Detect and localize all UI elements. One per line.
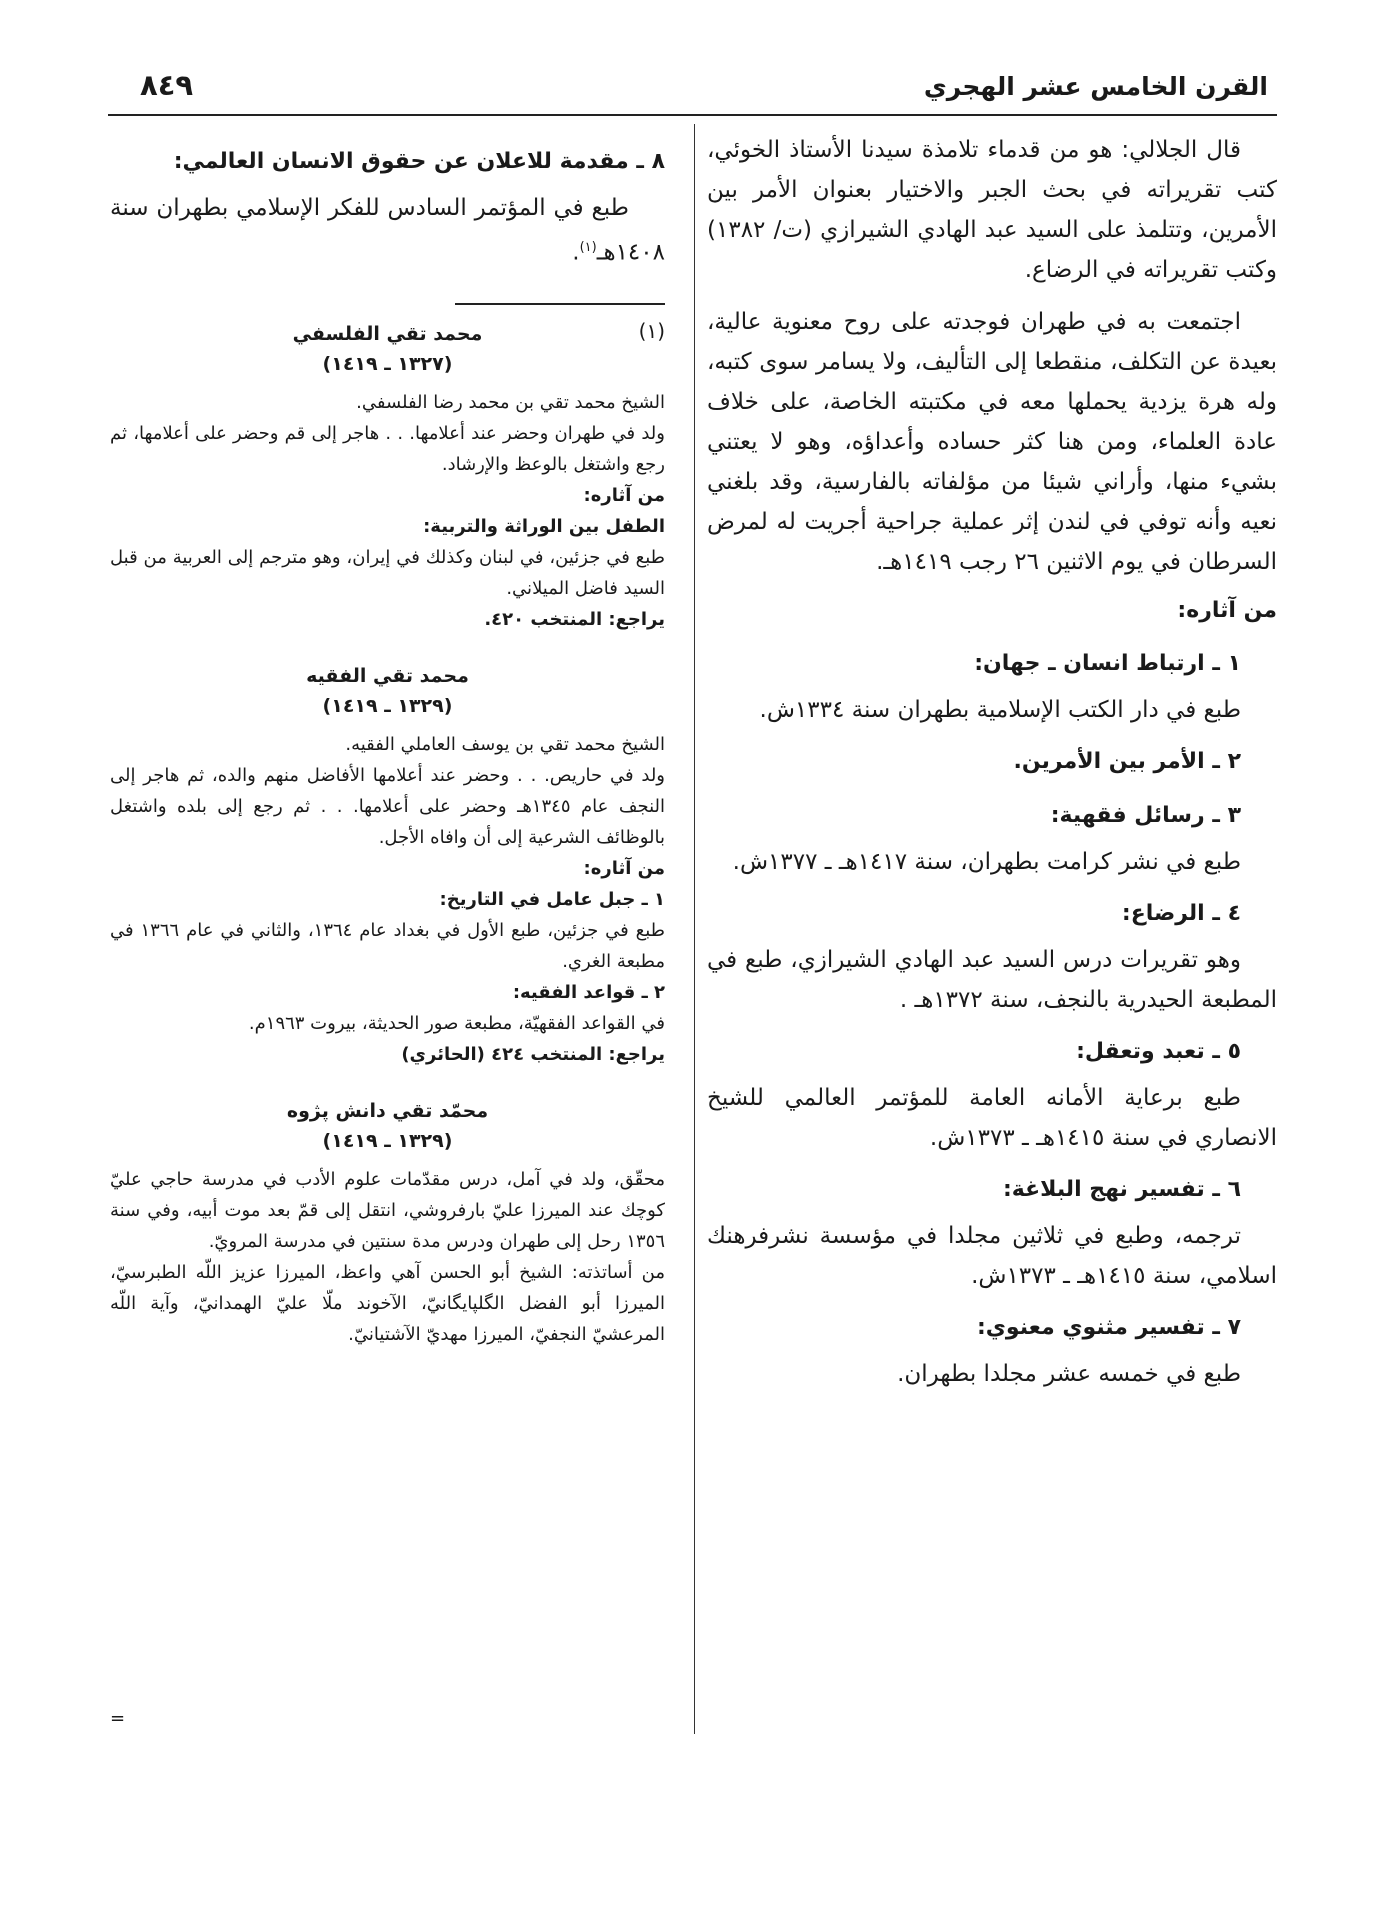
page-number: ٨٤٩ — [140, 68, 194, 102]
footnote-entry — [110, 661, 665, 1070]
entry-line: من أساتذته: الشيخ أبو الحسن آهي واعظ، الميرزا عزيز اللّه الطبرسيّ، الميرزا أبو الفضل الگلپايگانيّ، الآخوند ملّا عليّ الهمدانيّ، وآية اللّه المرعشيّ النجفيّ، الميرزا مهديّ الآشتيانيّ. — [110, 1261, 665, 1345]
work-title: ١ ـ جبل عامل في التاريخ: — [439, 888, 665, 910]
work-title: ٤ ـ الرضاع: — [1121, 901, 1241, 926]
right-column — [707, 130, 1277, 1394]
entry-years: (١٣٢٧ ـ ١٤١٩) — [322, 352, 453, 375]
publication-text: طبع في المؤتمر السادس للفكر الإسلامي بطهران سنة ١٤٠٨هـ — [110, 195, 665, 266]
work-title: ٢ ـ قواعد الفقيه: — [512, 981, 665, 1003]
work-description: في القواعد الفقهيّة، مطبعة صور الحديثة، بيروت ١٩٦٣م. — [248, 1012, 665, 1034]
left-column — [110, 130, 665, 1350]
entry-name: محمد تقي الفقيه — [306, 664, 469, 687]
entry-name: محمّد تقي دانش پژوه — [286, 1099, 489, 1122]
works-heading: من آثاره: — [1177, 598, 1277, 623]
works-label: من آثاره: — [583, 857, 665, 879]
page-header-title: القرن الخامس عشر الهجري — [923, 72, 1268, 101]
entry-years: (١٣٢٩ ـ ١٤١٩) — [322, 694, 453, 717]
work-title: الطفل بين الوراثة والتربية: — [423, 515, 665, 537]
work-description: طبع في جزئين، طبع الأول في بغداد عام ١٣٦٤، والثاني في عام ١٣٦٦ في مطبعة الغري. — [110, 919, 665, 972]
work-description: طبع في جزئين، في لبنان وكذلك في إيران، وهو مترجم إلى العربية من قبل السيد فاضل الميلاني. — [110, 546, 665, 599]
entry-name: محمد تقي الفلسفي — [292, 322, 483, 345]
work-title: ٧ ـ تفسير مثنوي معنوي: — [976, 1315, 1241, 1340]
work-title: ٦ ـ تفسير نهج البلاغة: — [1002, 1177, 1241, 1202]
footnote-entry — [110, 1096, 665, 1350]
work-publication: طبع في نشر كرامت بطهران، سنة ١٤١٧هـ ـ ١٣٧٧ش. — [732, 849, 1241, 875]
footnote-ref: (١) — [579, 240, 597, 255]
work-publication: طبع في خمسه عشر مجلدا بطهران. — [897, 1361, 1241, 1387]
work-title: ٨ ـ مقدمة للاعلان عن حقوق الانسان العالمي: — [173, 149, 665, 174]
reference: يراجع: المنتخب ٤٢٠. — [484, 608, 665, 630]
column-divider — [694, 124, 695, 1734]
works-label: من آثاره: — [583, 484, 665, 506]
header-rule — [108, 114, 1277, 116]
entry-line: ولد في طهران وحضر عند أعلامها. . . هاجر إلى قم وحضر على أعلامها، ثم رجع واشتغل بالوعظ والإرشاد. — [110, 422, 665, 475]
footnote-marker: (١) — [638, 318, 665, 343]
entry-line: الشيخ محمد تقي بن محمد رضا الفلسفي. — [356, 391, 665, 413]
entry-line: محقّق، ولد في آمل، درس مقدّمات علوم الأدب في مدرسة حاجي عليّ كوچك عند الميرزا عليّ بارفروشي، انتقل إلى قمّ بعد موت أبيه، وفي سنة ١٣٥٦ رحل إلى طهران ودرس مدة سنتين في مدرسة المرويّ. — [110, 1168, 665, 1252]
footnotes — [110, 319, 665, 1350]
entry-line: الشيخ محمد تقي بن يوسف العاملي الفقيه. — [345, 733, 665, 755]
work-title: ٥ ـ تعبد وتعقل: — [1076, 1039, 1241, 1064]
paragraph: اجتمعت به في طهران فوجدته على روح معنوية عالية، بعيدة عن التكلف، منقطعا إلى التأليف، ولا يسامر سوى كتبه، وله هرة يزدية يحملها معه في مكتبته الخاصة، على خلاف عادة العلماء، ومن هنا كثر حساده وأعداؤه، وهو لا يعتني بشيء منها، وأراني شيئا من مؤلفاته بالفارسية، وقد بلغني نعيه وأنه توفي في لندن إثر عملية جراحية أجريت له لمرض السرطان في يوم الاثنين ٢٦ رجب ١٤١٩هـ. — [707, 309, 1277, 575]
work-title: ٢ ـ الأمر بين الأمرين. — [1013, 749, 1241, 774]
work-title: ١ ـ ارتباط انسان ـ جهان: — [974, 651, 1241, 676]
continuation-mark: = — [110, 1708, 126, 1729]
work-publication: وهو تقريرات درس السيد عبد الهادي الشيرازي، طبع في المطبعة الحيدرية بالنجف، سنة ١٣٧٢هـ . — [707, 947, 1277, 1013]
paragraph: قال الجلالي: هو من قدماء تلامذة سيدنا الأستاذ الخوئي، كتب تقريراته في بحث الجبر والاختيار بعنوان الأمر بين الأمرين، وتتلمذ على السيد عبد الهادي الشيرازي (ت/ ١٣٨٢) وكتب تقريراته في الرضاع. — [707, 137, 1277, 283]
entry-years: (١٣٢٩ ـ ١٤١٩) — [322, 1129, 453, 1152]
entry-line: ولد في حاريص. . . وحضر عند أعلامها الأفاضل منهم والده، ثم هاجر إلى النجف عام ١٣٤٥هـ وحضر على أعلامها. . . ثم رجع إلى بلده واشتغل بالوظائف الشرعية إلى أن وافاه الأجل. — [110, 764, 665, 848]
footnote-entry — [110, 319, 665, 635]
work-publication: طبع في دار الكتب الإسلامية بطهران سنة ١٣٣٤ش. — [759, 697, 1241, 723]
work-publication: ترجمه، وطبع في ثلاثين مجلدا في مؤسسة نشرفرهنك اسلامي، سنة ١٤١٥هـ ـ ١٣٧٣ش. — [707, 1223, 1277, 1289]
work-publication: طبع برعاية الأمانه العامة للمؤتمر العالمي للشيخ الانصاري في سنة ١٤١٥هـ ـ ١٣٧٣ش. — [707, 1085, 1277, 1151]
footnote-rule — [455, 303, 665, 305]
works-list — [707, 642, 1277, 1394]
reference: يراجع: المنتخب ٤٢٤ (الحائري) — [401, 1043, 665, 1065]
work-title: ٣ ـ رسائل فقهية: — [1050, 803, 1241, 828]
work-publication — [110, 188, 665, 273]
sentence-end: . — [572, 239, 580, 266]
